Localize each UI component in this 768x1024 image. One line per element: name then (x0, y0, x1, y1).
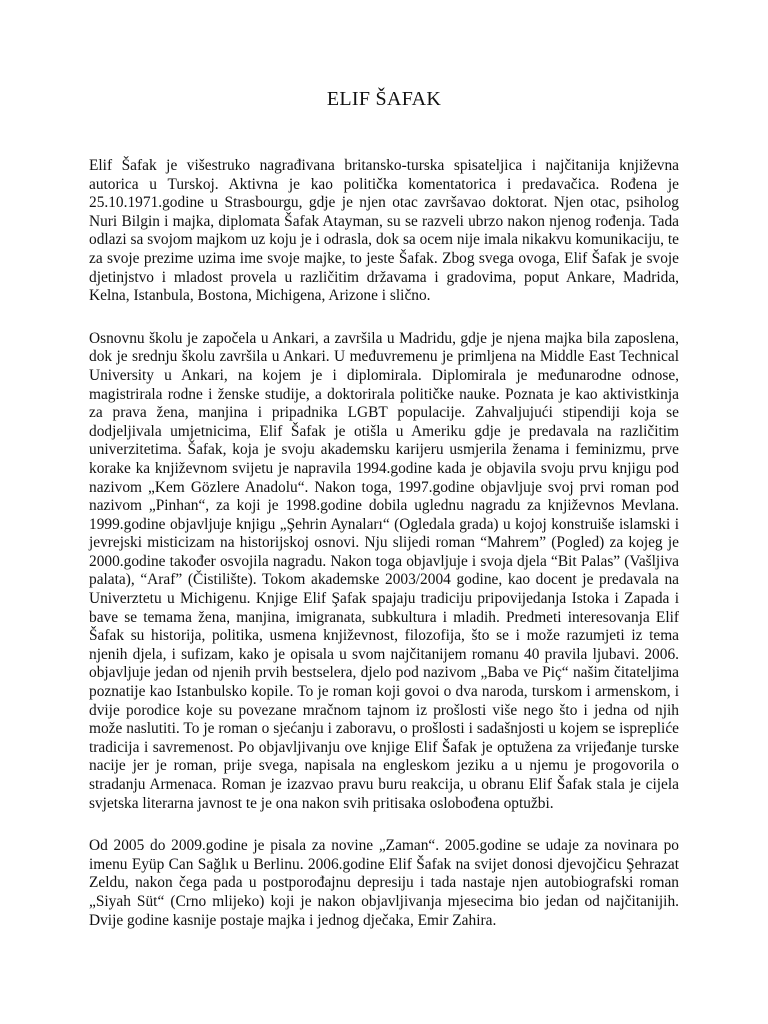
document-title: ELIF ŠAFAK (326, 88, 442, 110)
paragraph-biography-intro: Elif Šafak je višestruko nagrađivana britansko-turska spisateljica i najčitanija književna autorica u Turskoj. Aktivna je kao politička komentatorica i predavačica. Rođena je 25.10.1971.godine u Strasbourgu, gdje je njen otac završavao doktorat. Njen otac, psiholog Nuri Bilgin i majka, diplomata Šafak Atayman, su se razveli ubrzo nakon njenog rođenja. Tada odlazi sa svojom majkom uz koju je i odrasla, dok sa ocem nije imala nikakvu komunikaciju, te za svoje prezime uzima ime svoje majke, to jeste Šafak. Zbog svega ovoga, Elif Šafak je svoje djetinjstvo i mladost provela u različitim državama i gradovima, poput Ankare, Madrida, Kelna, Istanbula, Bostona, Michigena, Arizone i slično. (89, 157, 679, 305)
paragraph-personal-life: Od 2005 do 2009.godine je pisala za novine „Zaman“. 2005.godine se udaje za novinara po imenu Eyüp Can Sağlık u Berlinu. 2006.godine Elif Šafak na svijet donosi djevojčicu Şehrazat Zeldu, nakon čega pada u postporođajnu depresiju i tada nastaje njen autobiografski roman „Siyah Süt“ (Crno mlijeko) koji je nakon objavljivanja mjesecima bio jedan od najčitanijih. Dvije godine kasnije postaje majka i jednog dječaka, Emir Zahira. (89, 837, 679, 929)
document-page (89, 88, 679, 954)
paragraph-education-career: Osnovnu školu je započela u Ankari, a završila u Madridu, gdje je njena majka bila zaposlena, dok je srednju školu završila u Ankari. U međuvremenu je primljena na Middle East Technical University u Ankari, na kojem je i diplomirala. Diplomirala je međunarodne odnose, magistrirala rodne i ženske studije, a doktorirala političke nauke. Poznata je kao aktivistkinja za prava žena, manjina i pripadnika LGBT populacije. Zahvaljujući stipendiji koja se dodjeljivala umjetnicima, Elif Šafak je otišla u Ameriku gdje je predavala na različitim univerzitetima. Šafak, koja je svoju akademsku karijeru usmjerila ženama i feminizmu, prve korake ka književnom svijetu je napravila 1994.godine kada je objavila svoju prvu knjigu pod nazivom „Kem Gözlere Anadolu“. Nakon toga, 1997.godine objavljuje svoj prvi roman pod nazivom „Pinhan“, za koji je 1998.godine dobila uglednu nagradu za književnos Mevlana. 1999.godine objavljuje knjigu „Şehrin Aynaları“ (Ogledala grada) u kojoj konstruiše islamski i jevrejski misticizam na historijskoj osnovi. Nju slijedi roman “Mahrem” (Pogled) za kojeg je 2000.godine također osvojila nagradu. Nakon toga objavljuje i svoja djela “Bit Palas” (Vašljiva palata), “Araf” (Čistilište). Tokom akademske 2003/2004 godine, kao docent je predavala na Univerztetu u Michigenu. Knjige Elif Şafak spajaju tradiciju pripovijedanja Istoka i Zapada i bave se temama žena, manjina, imigranata, subkultura i mladih. Predmeti interesovanja Elif Šafak su historija, politika, usmena književnost, filozofija, što se i može razumjeti iz tema njenih djela, i sufizam, kako je opisala u svom najčitanijem romanu 40 pravila ljubavi. 2006. objavljuje jedan od njenih prvih bestselera, djelo pod nazivom „Baba ve Piç“ našim čitateljima poznatije kao Istanbulsko kopile. To je roman koji govoi o dva naroda, turskom i armenskom, i dvije porodice koje su povezane mračnom tajnom iz prošlosti više nego što i jedna od njih može naslutiti. To je roman o sjećanju i zaboravu, o prošlosti i sadašnjosti u kojem se isprepliće tradicija i savremenost. Po objavljivanju ove knjige Elif Šafak je optužena za vrijeđanje turske nacije jer je roman, prije svega, napisala na engleskom jeziku a u njemu je progovorila o stradanju Armenaca. Roman je izazvao pravu buru reakcija, u obranu Elif Šafak stala je cijela svjetska literarna javnost te je ona nakon svih pritisaka oslobođena optužbi. (89, 329, 679, 812)
